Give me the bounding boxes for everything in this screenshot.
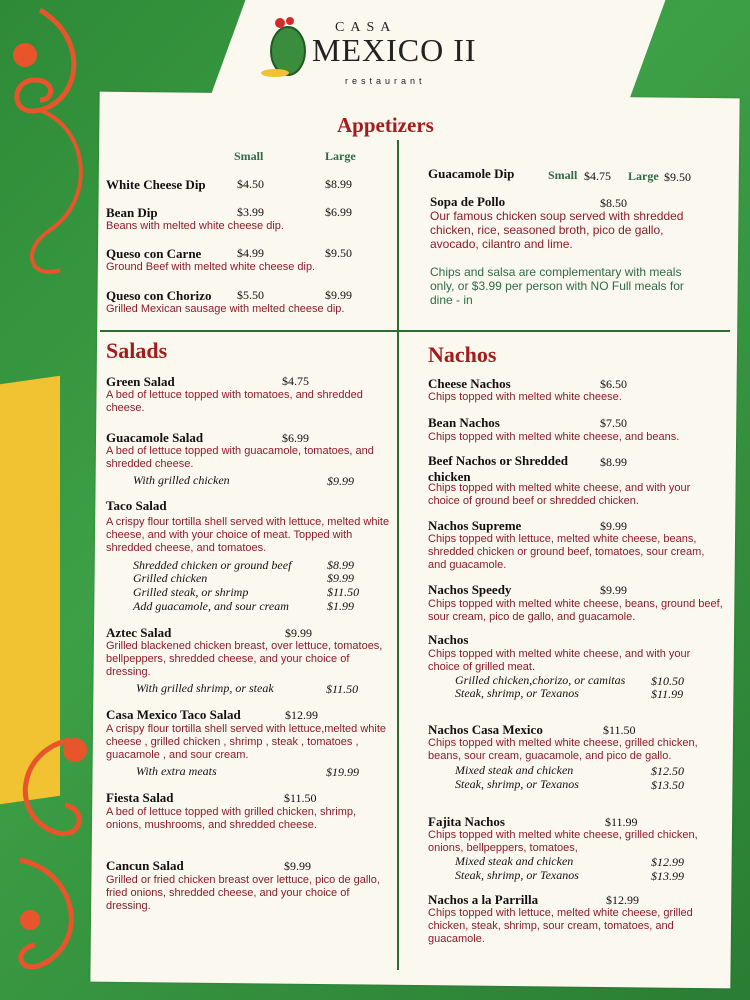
salad-name: Taco Salad (106, 498, 167, 513)
appetizer-name: Queso con Chorizo (106, 288, 212, 303)
salad-option: With extra meats (136, 764, 217, 778)
salad-name: Aztec Salad (106, 625, 172, 640)
nachos-price: $9.99 (600, 583, 627, 597)
nachos-price: $9.99 (600, 519, 627, 533)
nachos-desc: Chips topped with melted white cheese, and beans. (428, 431, 680, 443)
appetizer-desc: Grilled Mexican sausage with melted cheese dip. (106, 303, 345, 315)
salad-price: $6.99 (282, 431, 309, 445)
salad-option: With grilled chicken (133, 473, 230, 487)
salad-desc: A bed of lettuce topped with grilled chicken, shrimp, onions, mushrooms, and shredded cheese. (106, 806, 357, 831)
nachos-price: $8.99 (600, 455, 627, 469)
nachos-desc: Chips topped with melted white cheese, and with your choice of ground beef or shredded chicken. (428, 482, 691, 507)
appetizer-small: $5.50 (237, 288, 264, 302)
salad-price: $12.99 (285, 708, 318, 722)
salad-price: $4.75 (282, 374, 309, 388)
appetizer-desc: Ground Beef with melted white cheese dip. (106, 261, 316, 273)
nachos-option: Mixed steak and chicken (455, 763, 574, 777)
salad-option: Shredded chicken or ground beef (133, 558, 292, 572)
salad-option: Add guacamole, and sour cream (133, 599, 289, 613)
nachos-option-price: $12.99 (651, 855, 684, 869)
sopa-name: Sopa de Pollo (430, 194, 506, 209)
divider-vertical (397, 140, 399, 970)
nachos-price: $11.99 (605, 815, 638, 829)
nachos-option-price: $12.50 (651, 764, 684, 778)
nachos-price: $12.99 (606, 893, 639, 907)
appetizer-name: Queso con Carne (106, 246, 202, 261)
small-label: Small (234, 149, 264, 163)
appetizer-small: $4.99 (237, 246, 264, 260)
nachos-option-price: $11.99 (651, 687, 684, 701)
logo-restaurant: restaurant (345, 76, 426, 86)
logo-casa: CASA (335, 20, 397, 35)
salad-option: Grilled steak, or shrimp (133, 585, 249, 599)
sopa-price: $8.50 (600, 196, 627, 210)
appetizer-name: Bean Dip (106, 205, 158, 220)
salad-name: Guacamole Salad (106, 430, 204, 445)
guac-small-label: Small (548, 168, 578, 182)
salad-desc: A bed of lettuce topped with tomatoes, and shredded cheese. (106, 389, 363, 414)
appetizer-name: White Cheese Dip (106, 177, 206, 192)
nachos-name: Fajita Nachos (428, 814, 505, 829)
salad-name: Green Salad (106, 374, 175, 389)
salad-name: Casa Mexico Taco Salad (106, 707, 241, 722)
large-label: Large (325, 149, 356, 163)
appetizer-large: $8.99 (325, 177, 352, 191)
chips-salsa-note: Chips and salsa are complementary with meals only, or $3.99 per person with NO Full meals for dine - in (430, 265, 684, 307)
salad-option-price: $9.99 (327, 474, 354, 488)
salad-option-price: $9.99 (327, 571, 354, 585)
salad-option-price: $19.99 (326, 765, 359, 779)
salad-desc: A crispy flour tortilla shell served with lettuce, melted white cheese, and with your choice of meat. Topped with shredded cheese, and tomatoes. (106, 516, 390, 554)
salad-desc: Grilled or fried chicken breast over lettuce, pico de gallo, fried onions, shredded cheese, and your choice of dressing. (106, 874, 380, 912)
nachos-price: $11.50 (603, 723, 636, 737)
nachos-name: Cheese Nachos (428, 376, 511, 391)
divider-horizontal (100, 330, 730, 332)
nachos-desc: Chips topped with lettuce, melted white cheese, grilled chicken, steak, shrimp, sour cream, tomatoes, and guacamole. (428, 907, 693, 945)
nachos-desc: Chips topped with lettuce, melted white cheese, beans, shredded chicken or ground beef, tomatoes, sour cream, and guacamole. (428, 533, 705, 571)
guac-dip-name: Guacamole Dip (428, 166, 515, 181)
nachos-option-price: $10.50 (651, 674, 684, 688)
appetizer-small: $3.99 (237, 205, 264, 219)
nachos-name: Nachos Casa Mexico (428, 722, 543, 737)
nachos-desc: Chips topped with melted white cheese, beans, ground beef, sour cream, pico de gallo, and guacamole. (428, 598, 723, 623)
cactus-icon (260, 15, 310, 80)
appetizer-large: $9.50 (325, 246, 352, 260)
salad-option-price: $11.50 (327, 585, 360, 599)
appetizer-small: $4.50 (237, 177, 264, 191)
appetizer-desc: Beans with melted white cheese dip. (106, 220, 284, 232)
appetizers-title: Appetizers (337, 113, 434, 137)
salad-desc: Grilled blackened chicken breast, over lettuce, tomatoes, bellpeppers, shredded cheese, and your choice of dressing. (106, 640, 383, 678)
salad-option-price: $1.99 (327, 599, 354, 613)
nachos-price: $6.50 (600, 377, 627, 391)
appetizer-large: $9.99 (325, 288, 352, 302)
salad-desc: A crispy flour tortilla shell served with lettuce,melted white cheese , grilled chicken , shrimp , steak , tomatoes , guacamole , and sour cream. (106, 723, 387, 761)
salad-option: Grilled chicken (133, 571, 208, 585)
nachos-name: Beef Nachos or Shredded chicken (428, 453, 568, 484)
nachos-name: Bean Nachos (428, 415, 500, 430)
nachos-option: Mixed steak and chicken (455, 854, 574, 868)
nachos-desc: Chips topped with melted white cheese. (428, 391, 622, 403)
guac-small-price: $4.75 (584, 169, 611, 183)
nachos-option-price: $13.99 (651, 869, 684, 883)
salad-name: Fiesta Salad (106, 790, 174, 805)
guac-large-label: Large (628, 169, 659, 183)
nachos-desc: Chips topped with melted white cheese, grilled chicken, onions, bellpeppers, tomatoes, (428, 829, 698, 854)
nachos-name: Nachos Supreme (428, 518, 522, 533)
salads-title: Salads (106, 338, 168, 363)
salad-name: Cancun Salad (106, 858, 184, 873)
salad-option-price: $8.99 (327, 558, 354, 572)
nachos-price: $7.50 (600, 416, 627, 430)
nachos-title: Nachos (428, 342, 497, 367)
swirl-decor-top-left (0, 0, 110, 300)
guac-large-price: $9.50 (664, 170, 691, 184)
nachos-name: Nachos (428, 632, 469, 647)
nachos-option: Steak, shrimp, or Texanos (455, 777, 579, 791)
salad-option: With grilled shrimp, or steak (136, 681, 274, 695)
salad-option-price: $11.50 (326, 682, 359, 696)
salad-price: $9.99 (285, 626, 312, 640)
salad-desc: A bed of lettuce topped with guacamole, tomatoes, and shredded cheese. (106, 445, 374, 470)
nachos-option-price: $13.50 (651, 778, 684, 792)
salad-price: $11.50 (284, 791, 317, 805)
sopa-desc: Our famous chicken soup served with shredded chicken, rice, seasoned broth, pico de gallo, avocado, cilantro and lime. (430, 209, 684, 251)
logo-mexico: MEXICO II (312, 32, 477, 68)
nachos-option: Steak, shrimp, or Texanos (455, 868, 579, 882)
nachos-desc: Chips topped with melted white cheese, grilled chicken, beans, sour cream, guacamole, and pico de gallo. (428, 737, 698, 762)
nachos-name: Nachos Speedy (428, 582, 512, 597)
nachos-name: Nachos a la Parrilla (428, 892, 539, 907)
nachos-desc: Chips topped with melted white cheese, and with your choice of grilled meat. (428, 648, 691, 673)
salad-price: $9.99 (284, 859, 311, 873)
swirl-decor-bottom-left (0, 720, 110, 1000)
nachos-option: Steak, shrimp, or Texanos (455, 686, 579, 700)
nachos-option: Grilled chicken,chorizo, or camitas (455, 673, 626, 687)
appetizer-large: $6.99 (325, 205, 352, 219)
